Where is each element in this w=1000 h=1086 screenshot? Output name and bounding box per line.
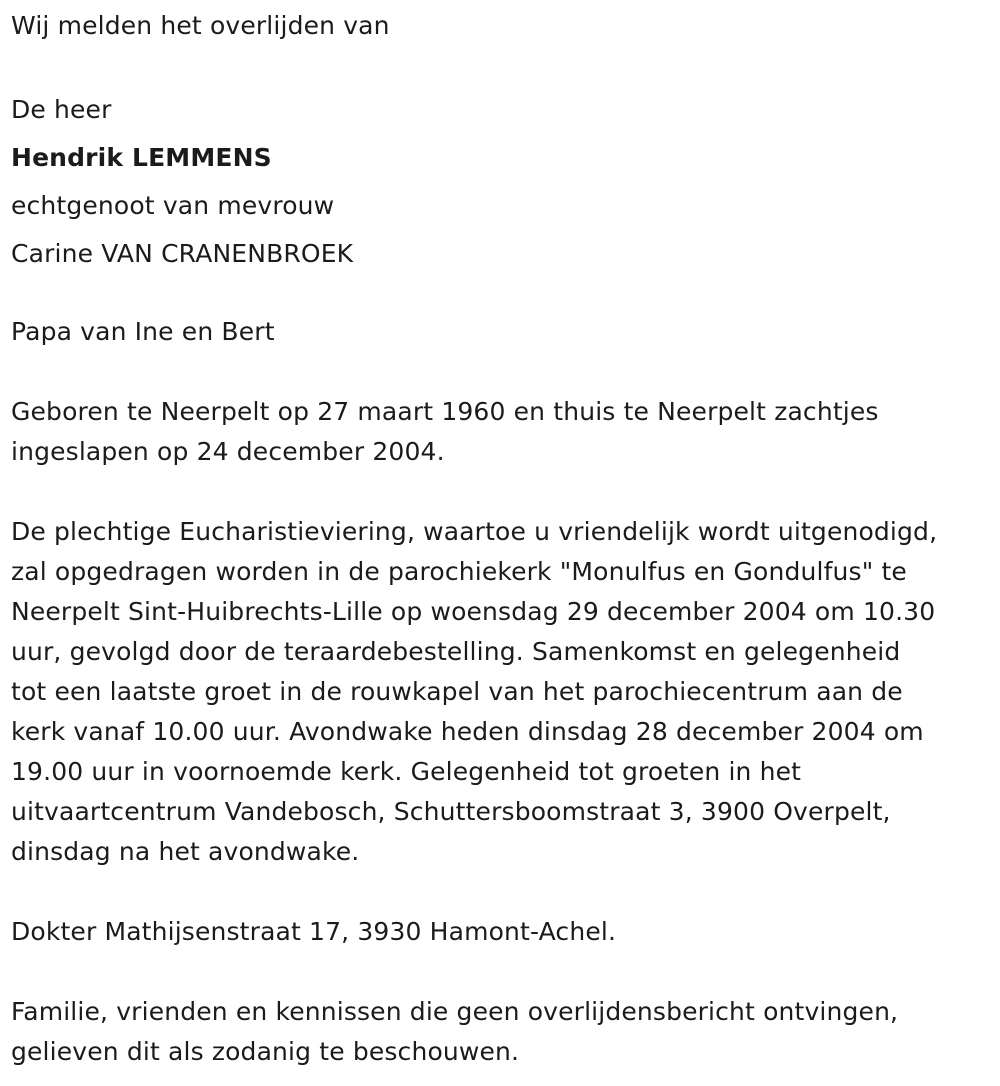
honorific: De heer: [11, 95, 112, 124]
paragraph-line: dinsdag na het avondwake.: [11, 837, 360, 866]
paragraph-line: uur, gevolgd door de teraardebestelling. Samenkomst en gelegenheid: [11, 637, 901, 666]
obituary-notice: [11, 6, 996, 1072]
spacer: [11, 278, 996, 312]
children-line: Papa van Ine en Bert: [11, 317, 275, 346]
spacer: [11, 352, 996, 392]
spacer: [11, 952, 996, 992]
closing-paragraph: [11, 992, 996, 1072]
spouse-label: echtgenoot van mevrouw: [11, 191, 335, 220]
paragraph-line: Geboren te Neerpelt op 27 maart 1960 en thuis te Neerpelt zachtjes: [11, 397, 879, 426]
paragraph-line: Neerpelt Sint-Huibrechts-Lille op woensdag 29 december 2004 om 10.30: [11, 597, 936, 626]
home-address: Dokter Mathijsenstraat 17, 3930 Hamont-Achel.: [11, 917, 617, 946]
paragraph-line: tot een laatste groet in de rouwkapel van het parochiecentrum aan de: [11, 677, 903, 706]
ceremony-paragraph: [11, 512, 996, 872]
paragraph-line: De plechtige Eucharistieviering, waartoe u vriendelijk wordt uitgenodigd,: [11, 517, 938, 546]
spacer: [11, 472, 996, 512]
deceased-block: [11, 86, 996, 278]
paragraph-line: gelieven dit als zodanig te beschouwen.: [11, 1037, 520, 1066]
paragraph-line: 19.00 uur in voornoemde kerk. Gelegenheid tot groeten in het: [11, 757, 802, 786]
paragraph-line: Familie, vrienden en kennissen die geen overlijdensbericht ontvingen,: [11, 997, 899, 1026]
paragraph-line: uitvaartcentrum Vandebosch, Schuttersboomstraat 3, 3900 Overpelt,: [11, 797, 891, 826]
deceased-name: Hendrik LEMMENS: [11, 143, 272, 172]
paragraph-line: zal opgedragen worden in de parochiekerk "Monulfus en Gondulfus" te: [11, 557, 907, 586]
spouse-name: Carine VAN CRANENBROEK: [11, 239, 354, 268]
spacer: [11, 46, 996, 86]
paragraph-line: kerk vanaf 10.00 uur. Avondwake heden dinsdag 28 december 2004 om: [11, 717, 924, 746]
spacer: [11, 872, 996, 912]
intro-line: Wij melden het overlijden van: [11, 11, 390, 40]
paragraph-line: ingeslapen op 24 december 2004.: [11, 437, 445, 466]
birth-death-paragraph: [11, 392, 996, 472]
